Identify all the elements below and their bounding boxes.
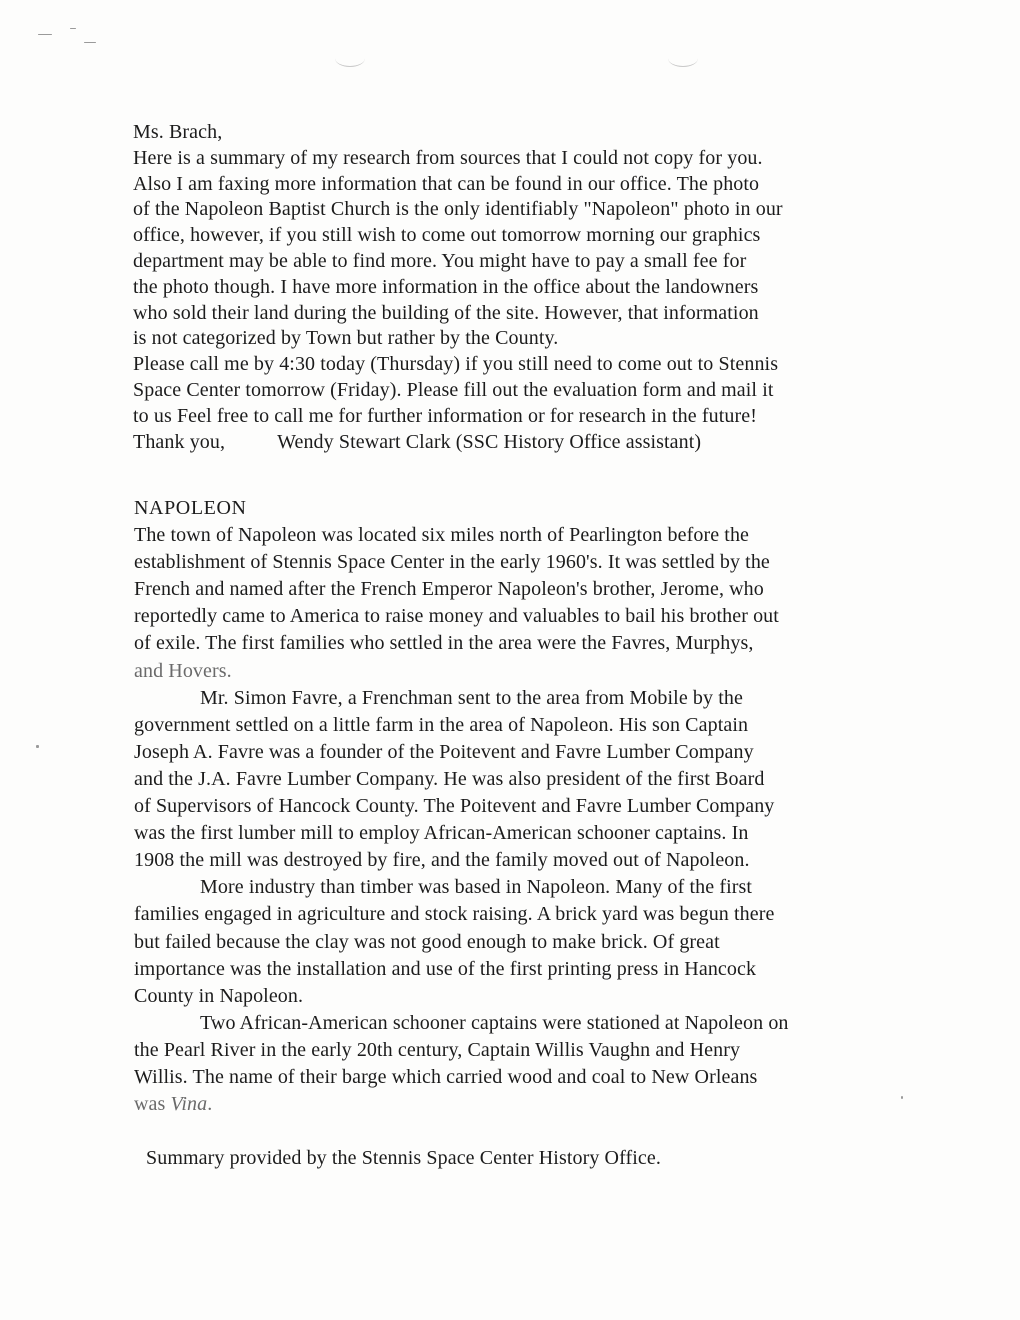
article-line: but failed because the clay was not good enough to make brick. Of great: [134, 930, 720, 953]
scan-speck: [38, 34, 52, 35]
scan-speck: [84, 42, 96, 43]
article-line: French and named after the French Emperor Napoleon's brother, Jerome, who: [134, 578, 764, 601]
article-line: reportedly came to America to raise money and valuables to bail his brother out: [134, 605, 779, 628]
article-heading: NAPOLEON: [134, 497, 247, 519]
letter-line: of the Napoleon Baptist Church is the only identifiably "Napoleon" photo in our: [133, 198, 783, 221]
article-line: of Supervisors of Hancock County. The Poitevent and Favre Lumber Company: [134, 795, 775, 818]
letter-line: Space Center tomorrow (Friday). Please fill out the evaluation form and mail it: [133, 378, 774, 401]
article-last-line: [134, 1091, 934, 1118]
letter-salutation: Ms. Brach,: [133, 121, 223, 143]
cover-letter: [133, 120, 933, 455]
article-line: The town of Napoleon was located six miles north of Pearlington before the: [134, 524, 750, 547]
article-line: the Pearl River in the early 20th century, Captain Willis Vaughn and Henry: [134, 1038, 741, 1061]
letter-line: Also I am faxing more information that can be found in our office. The photo: [133, 172, 760, 195]
letter-line: is not categorized by Town but rather by the County.: [133, 327, 559, 350]
footer-credit: Summary provided by the Stennis Space Center History Office.: [146, 1147, 661, 1169]
article-line: was the first lumber mill to employ African-American schooner captains. In: [134, 822, 749, 845]
article-line: More industry than timber was based in Napoleon. Many of the first: [200, 876, 753, 899]
letter-line: Here is a summary of my research from sources that I could not copy for you.: [133, 146, 763, 169]
scan-speck: [36, 745, 39, 748]
article-line: establishment of Stennis Space Center in the early 1960's. It was settled by the: [134, 551, 770, 574]
article-line: importance was the installation and use of the first printing press in Hancock: [134, 957, 757, 980]
article-line: Mr. Simon Favre, a Frenchman sent to the area from Mobile by the: [200, 686, 743, 709]
napoleon-article: [134, 495, 934, 1118]
article-last-line-prefix: was: [134, 1093, 171, 1116]
article-line: 1908 the mill was destroyed by fire, and the family moved out of Napoleon.: [134, 849, 750, 872]
letter-line: to us Feel free to call me for further information or for research in the future!: [133, 404, 757, 427]
article-line: and Hovers.: [134, 659, 232, 682]
letter-signature: Wendy Stewart Clark (SSC History Office assistant): [277, 430, 702, 453]
article-line: families engaged in agriculture and stock raising. A brick yard was begun there: [134, 903, 775, 926]
article-line: County in Napoleon.: [134, 984, 304, 1007]
article-last-line-suffix: .: [207, 1093, 213, 1116]
article-line: Joseph A. Favre was a founder of the Poitevent and Favre Lumber Company: [134, 740, 754, 763]
article-line: of exile. The first families who settled in the area were the Favres, Murphys,: [134, 632, 754, 655]
barge-name: Vina: [170, 1093, 208, 1116]
letter-line: office, however, if you still wish to come out tomorrow morning our graphics: [133, 224, 761, 247]
letter-line: who sold their land during the building of the site. However, that information: [133, 301, 759, 324]
article-line: and the J.A. Favre Lumber Company. He was also president of the first Board: [134, 767, 765, 790]
punch-hole-mark: [668, 50, 698, 67]
letter-closing: Thank you,: [133, 430, 226, 453]
letter-line: department may be able to find more. You might have to pay a small fee for: [133, 249, 747, 272]
punch-hole-mark: [335, 50, 365, 67]
scan-speck: [70, 28, 76, 29]
article-line: Two African-American schooner captains were stationed at Napoleon on: [200, 1011, 789, 1034]
letter-line: the photo though. I have more information in the office about the landowners: [133, 275, 759, 298]
letter-signoff: [133, 430, 933, 456]
article-line: Willis. The name of their barge which carried wood and coal to New Orleans: [134, 1065, 758, 1088]
article-line: government settled on a little farm in the area of Napoleon. His son Captain: [134, 713, 749, 736]
letter-line: Please call me by 4:30 today (Thursday) if you still need to come out to Stennis: [133, 353, 779, 376]
